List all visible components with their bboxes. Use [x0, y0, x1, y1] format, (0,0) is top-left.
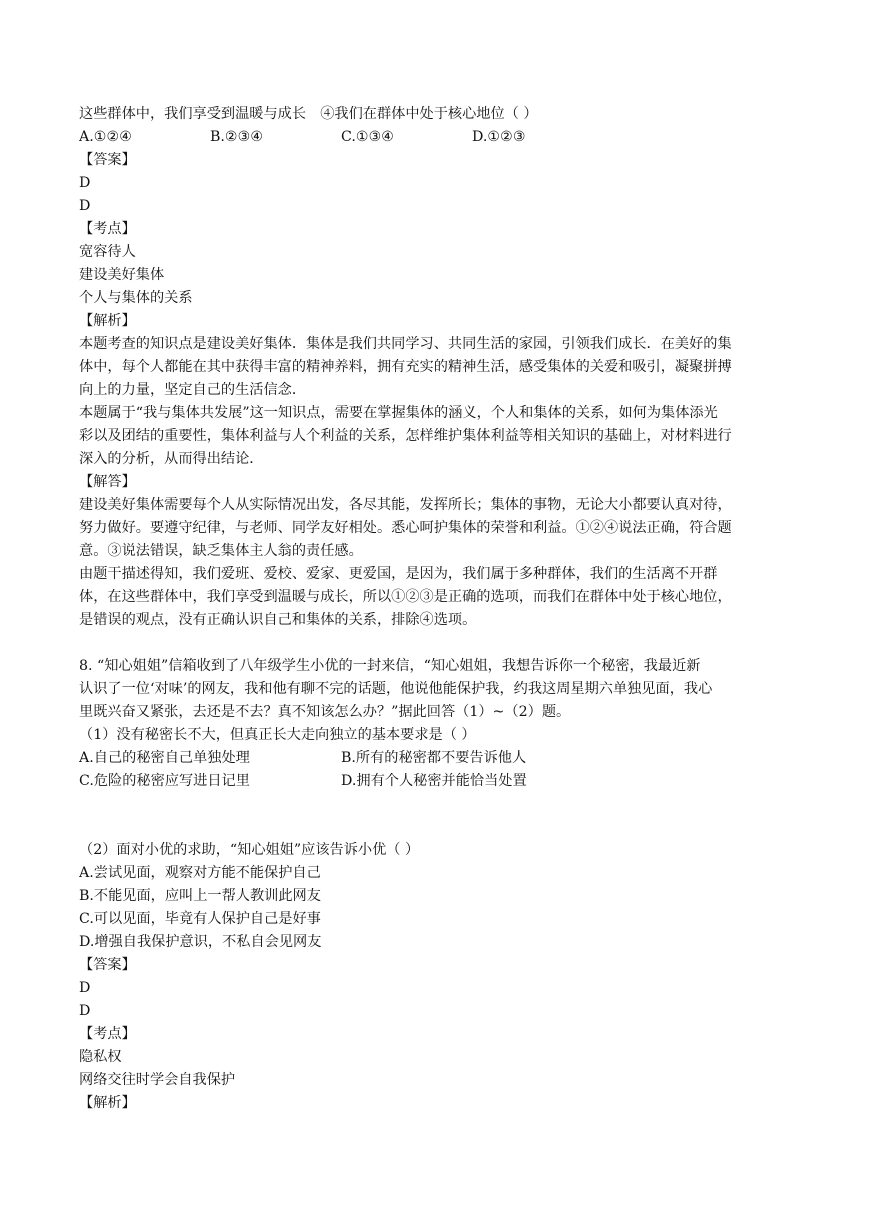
q7-solution-line-2: 努力做好。要遵守纪律，与老师、同学友好相处。悉心呵护集体的荣誉和利益。①②④说法正确，符合题	[79, 520, 732, 536]
document-page	[79, 103, 791, 1115]
q7-option-d: D.①②③	[472, 129, 526, 145]
q8-points-label: 【考点】	[79, 1026, 136, 1042]
q7-option-a: A.①②④	[79, 129, 132, 145]
q8-sub1-option-a: A.自己的秘密自己单独处理	[79, 750, 250, 766]
q7-solution-line-4: 由题干描述得知，我们爱班、爱校、爱家、更爱国，是因为，我们属于多种群体，我们的生活离不开群	[79, 566, 718, 582]
q8-sub2-option-c: C.可以见面，毕竟有人保护自己是好事	[79, 911, 321, 927]
q8-sub1-options-row-1	[79, 747, 791, 770]
q7-analysis-line-5: 彩以及团结的重要性，集体利益与人个利益的关系，怎样维护集体利益等相关知识的基础上，对材料进行	[79, 428, 732, 444]
q8-stem-line-1: 8. “知心姐姐”信箱收到了八年级学生小优的一封来信，“知心姐姐，我想告诉你一个秘密，我最近新	[79, 658, 701, 674]
q7-answer-2: D	[79, 198, 91, 214]
q7-analysis-line-6: 深入的分析，从而得出结论．	[79, 451, 264, 467]
q7-solution-line-3: 意。③说法错误，缺乏集体主人翁的责任感。	[79, 543, 363, 559]
q7-solution-line-1: 建设美好集体需要每个人从实际情况出发，各尽其能，发挥所长；集体的事物，无论大小都要认真对待，	[79, 497, 732, 513]
q8-sub2-question: （2）面对小优的求助，“知心姐姐”应该告诉小优（ ）	[79, 842, 420, 858]
q8-sub1-option-b: B.所有的秘密都不要告诉他人	[341, 750, 527, 766]
q7-stem-tail: 这些群体中，我们享受到温暖与成长 ④我们在群体中处于核心地位（ ）	[79, 106, 538, 122]
q7-analysis-line-1: 本题考查的知识点是建设美好集体．集体是我们共同学习、共同生活的家园，引领我们成长．在美好的集	[79, 336, 732, 352]
q8-sub2-option-b: B.不能见面，应叫上一帮人教训此网友	[79, 888, 321, 904]
q8-sub1-option-c: C.危险的秘密应写进日记里	[79, 773, 250, 789]
q8-sub2-option-d: D.增强自我保护意识，不私自会见网友	[79, 934, 322, 950]
q7-analysis-line-4: 本题属于“我与集体共发展”这一知识点，需要在掌握集体的涵义，个人和集体的关系，如何为集体添光	[79, 405, 718, 421]
q7-option-c: C.①③④	[341, 129, 395, 145]
q7-analysis-line-3: 向上的力量，坚定自己的生活信念．	[79, 382, 307, 398]
q7-solution-label: 【解答】	[79, 474, 136, 490]
q7-answer-label: 【答案】	[79, 152, 136, 168]
q7-points-label: 【考点】	[79, 221, 136, 237]
q7-analysis-label: 【解析】	[79, 313, 136, 329]
q7-option-b: B.②③④	[210, 129, 264, 145]
spacer	[79, 793, 791, 839]
q8-answer-label: 【答案】	[79, 957, 136, 973]
q8-answer-1: D	[79, 980, 91, 996]
q7-point-2: 建设美好集体	[79, 267, 165, 283]
q8-answer-2: D	[79, 1003, 91, 1019]
q7-options	[79, 126, 791, 149]
q8-stem-line-3: 里既兴奋又紧张，去还是不去？真不知该怎么办？”据此回答（1）~（2）题。	[79, 704, 571, 720]
q8-stem-line-2: 认识了一位‘对味’的网友，我和他有聊不完的话题，他说他能保护我，约我这周星期六单独见面，我心	[79, 681, 713, 697]
q7-solution-line-5: 体，在这些群体中，我们享受到温暖与成长，所以①②③是正确的选项，而我们在群体中处于核心地位，	[79, 589, 732, 605]
q8-point-2: 网络交往时学会自我保护	[79, 1072, 236, 1088]
q7-answer-1: D	[79, 175, 91, 191]
q8-point-1: 隐私权	[79, 1049, 122, 1065]
q8-sub2-option-a: A.尝试见面，观察对方能不能保护自己	[79, 865, 321, 881]
q7-solution-line-6: 是错误的观点，没有正确认识自己和集体的关系，排除④选项。	[79, 612, 477, 628]
q8-sub1-question: （1）没有秘密长不大，但真正长大走向独立的基本要求是（ ）	[79, 727, 476, 743]
q7-analysis-line-2: 体中，每个人都能在其中获得丰富的精神养料，拥有充实的精神生活，感受集体的关爱和吸引，凝聚拼搏	[79, 359, 732, 375]
q8-analysis-label: 【解析】	[79, 1095, 136, 1111]
q8-sub1-options-row-2	[79, 770, 791, 793]
spacer	[79, 632, 791, 655]
q7-point-1: 宽容待人	[79, 244, 136, 260]
q7-point-3: 个人与集体的关系	[79, 290, 193, 306]
q8-sub1-option-d: D.拥有个人秘密并能恰当处置	[341, 773, 527, 789]
